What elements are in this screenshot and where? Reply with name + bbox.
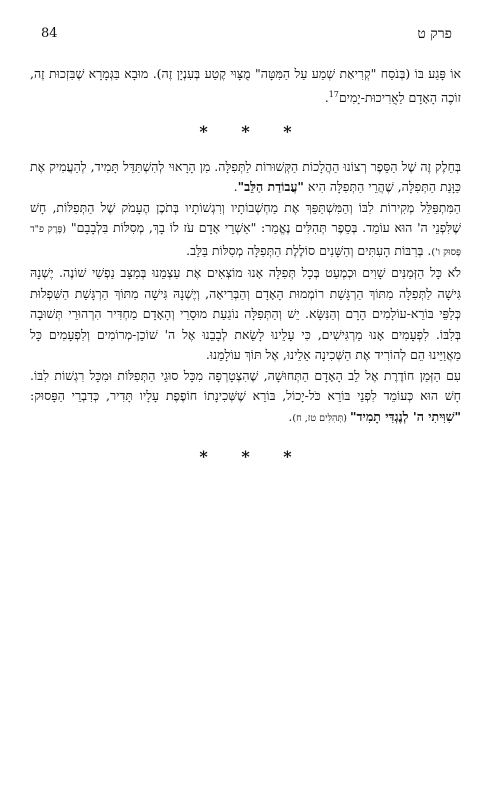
paragraph-2-end: . בְּרִבּוֹת הָעִתִּים וְהַשָּׁנִים סוֹלֶלֶת הַתְּפִלָּה מְסִלּוֹת בַּלֵּב.: [186, 242, 432, 258]
paragraph-2: [30, 198, 461, 264]
page-header: [0, 26, 491, 46]
paragraph-4-text: עִם הַזְּמַן חוֹדֶרֶת אֶל לֵב הָאָדָם הַתְּחוּשָׁה, שֶׁהִצְטָרְפָה מִכָּל סוּגֵי הַתְּפִלּוֹת וּמִכָּל רִגְשׁוֹת לִבּוֹ. חָשׁ הוּא כְּעוֹמֵד לִפְנֵי בּוֹרֵא כֹּל-יָכוֹל, בּוֹרֵא שֶׁשְּׁכִינָתוֹ חוֹפֶפֶת עָלָיו תָּדִיר, כְּדִבְרֵי הַפָּסוּק:: [30, 367, 461, 404]
emphasis-shiviti: "שִׁוִּיתִי ה' לְנֶגְדִּי תָמִיד": [350, 408, 461, 424]
paragraph-intro: [30, 64, 461, 108]
paragraph-1-text: בְּחֵלֶק זֶה שֶׁל הַסֵּפֶר רְצוֹנוּ הַהֲלָכוֹת הַקְּשׁוּרוֹת לַתְּפִלָּה. מִן הָרָאוּי לְהִשְׁתַּדֵּל תָּמִיד, לְהַעֲמִיק אֶת כַּוָּנַת הַתְּפִלָּה, שֶׁהֲרֵי הַתְּפִלָּה הִיא: [30, 158, 461, 195]
chapter-title: פרק ט: [417, 26, 452, 42]
paragraph-4-end: .: [288, 408, 293, 424]
emphasis-avodat-halev: "עֲבוֹדַת הַלֵּב": [237, 179, 304, 195]
section-separator: * * *: [199, 122, 306, 142]
paragraph-2-text: הַמִּתְפַּלֵּל מְקִירוֹת לִבּוֹ וְהַמִּשְׁתַּפֵּךְ אֶת מַחְשְׁבוֹתָיו וְרִגְשׁוֹתָיו בְּתֹכֶן הֶעָמֹק שֶׁל הַתְּפִלּוֹת, חָשׁ שֶׁלִּפְנֵי ה' הוּא עוֹמֵד. בְּסֵפֶר תְּהִלִּים נֶאֱמַר: "אַשְׁרֵי אָדָם עֹז לוֹ בָךְ, מְסִלּוֹת בִּלְבָבָם": [30, 199, 462, 236]
paragraph-4: [30, 366, 461, 430]
paragraph-intro-end: .: [324, 89, 329, 105]
paragraph-1: [30, 157, 461, 198]
source-citation-tehilim: (תְּהִלִּים טז, ח): [292, 412, 351, 424]
paragraph-1-end: .: [233, 179, 238, 195]
page-number: 84: [41, 26, 58, 41]
section-separator-end: * * *: [199, 447, 306, 467]
body-text: [30, 64, 461, 482]
source-citation: (פֶּרֶק פ"ד פָּסוּק ו'): [30, 224, 461, 258]
paragraph-3: לֹא כָּל הַזְּמַנִּים שָׁוִים וּכְמְעַט בְּכָל תְּפִלָּה אָנוּ מוֹצְאִים אֶת עַצְמֵנוּ בְּמַצָּב נַפְשִׁי שׁוֹנֶה. יֶשְׁנָהּ גִּישָׁה לַתְּפִלָּה מִתּוֹךְ הַרְגָּשַׁת רוֹמְמוּת הָאָדָם וְהַבְּרִיאָה, וְיֶשְׁנָהּ גִּישָׁה מִתּוֹךְ הַרְגָּשַׁת הַשִּׁפְלוּת כְּלַפֵּי בּוֹרֵא-עוֹלָמִים הָרָם וְהַנִּשָּׂא. יֵשׁ וְהַתְּפִלָּה נוֹגַעַת מוּסָרֵי וְהָאָדָם מַחְדִּיר הִרְהוּרֵי תְּשׁוּבָה בְּלִבּוֹ. לִפְעָמִים אָנוּ מַרְגִּישִׁים, כִּי עָלֵינוּ לָשֵׂאת לְבָבֵנוּ אֶל ה' שׁוֹכֵן-מְרוֹמִים וְלִפְעָמִים כָּל מַאֲוַיֵּינוּ הֵם לְהוֹרִיד אֶת הַשְּׁכִינָה אֵלֵינוּ, אֶל תּוֹךְ עוֹלָמֵנוּ.: [30, 265, 461, 363]
footnote-marker: 17: [328, 89, 339, 99]
paragraph-intro-text: אוֹ פָּגַע בּוֹ (בְּנֹסַח "קְרִיאַת שְׁמַע עַל הַמִּטָּה" מֻצָּוּי קֶטַע בְּעִנְיָן זֶה). מוּבָא בַּגְּמָרָא שֶׁבִּזְכוּת זֶה, זוֹכֶה הָאָדָם לַאֲרִיכוּת-יָמִים: [30, 66, 461, 105]
